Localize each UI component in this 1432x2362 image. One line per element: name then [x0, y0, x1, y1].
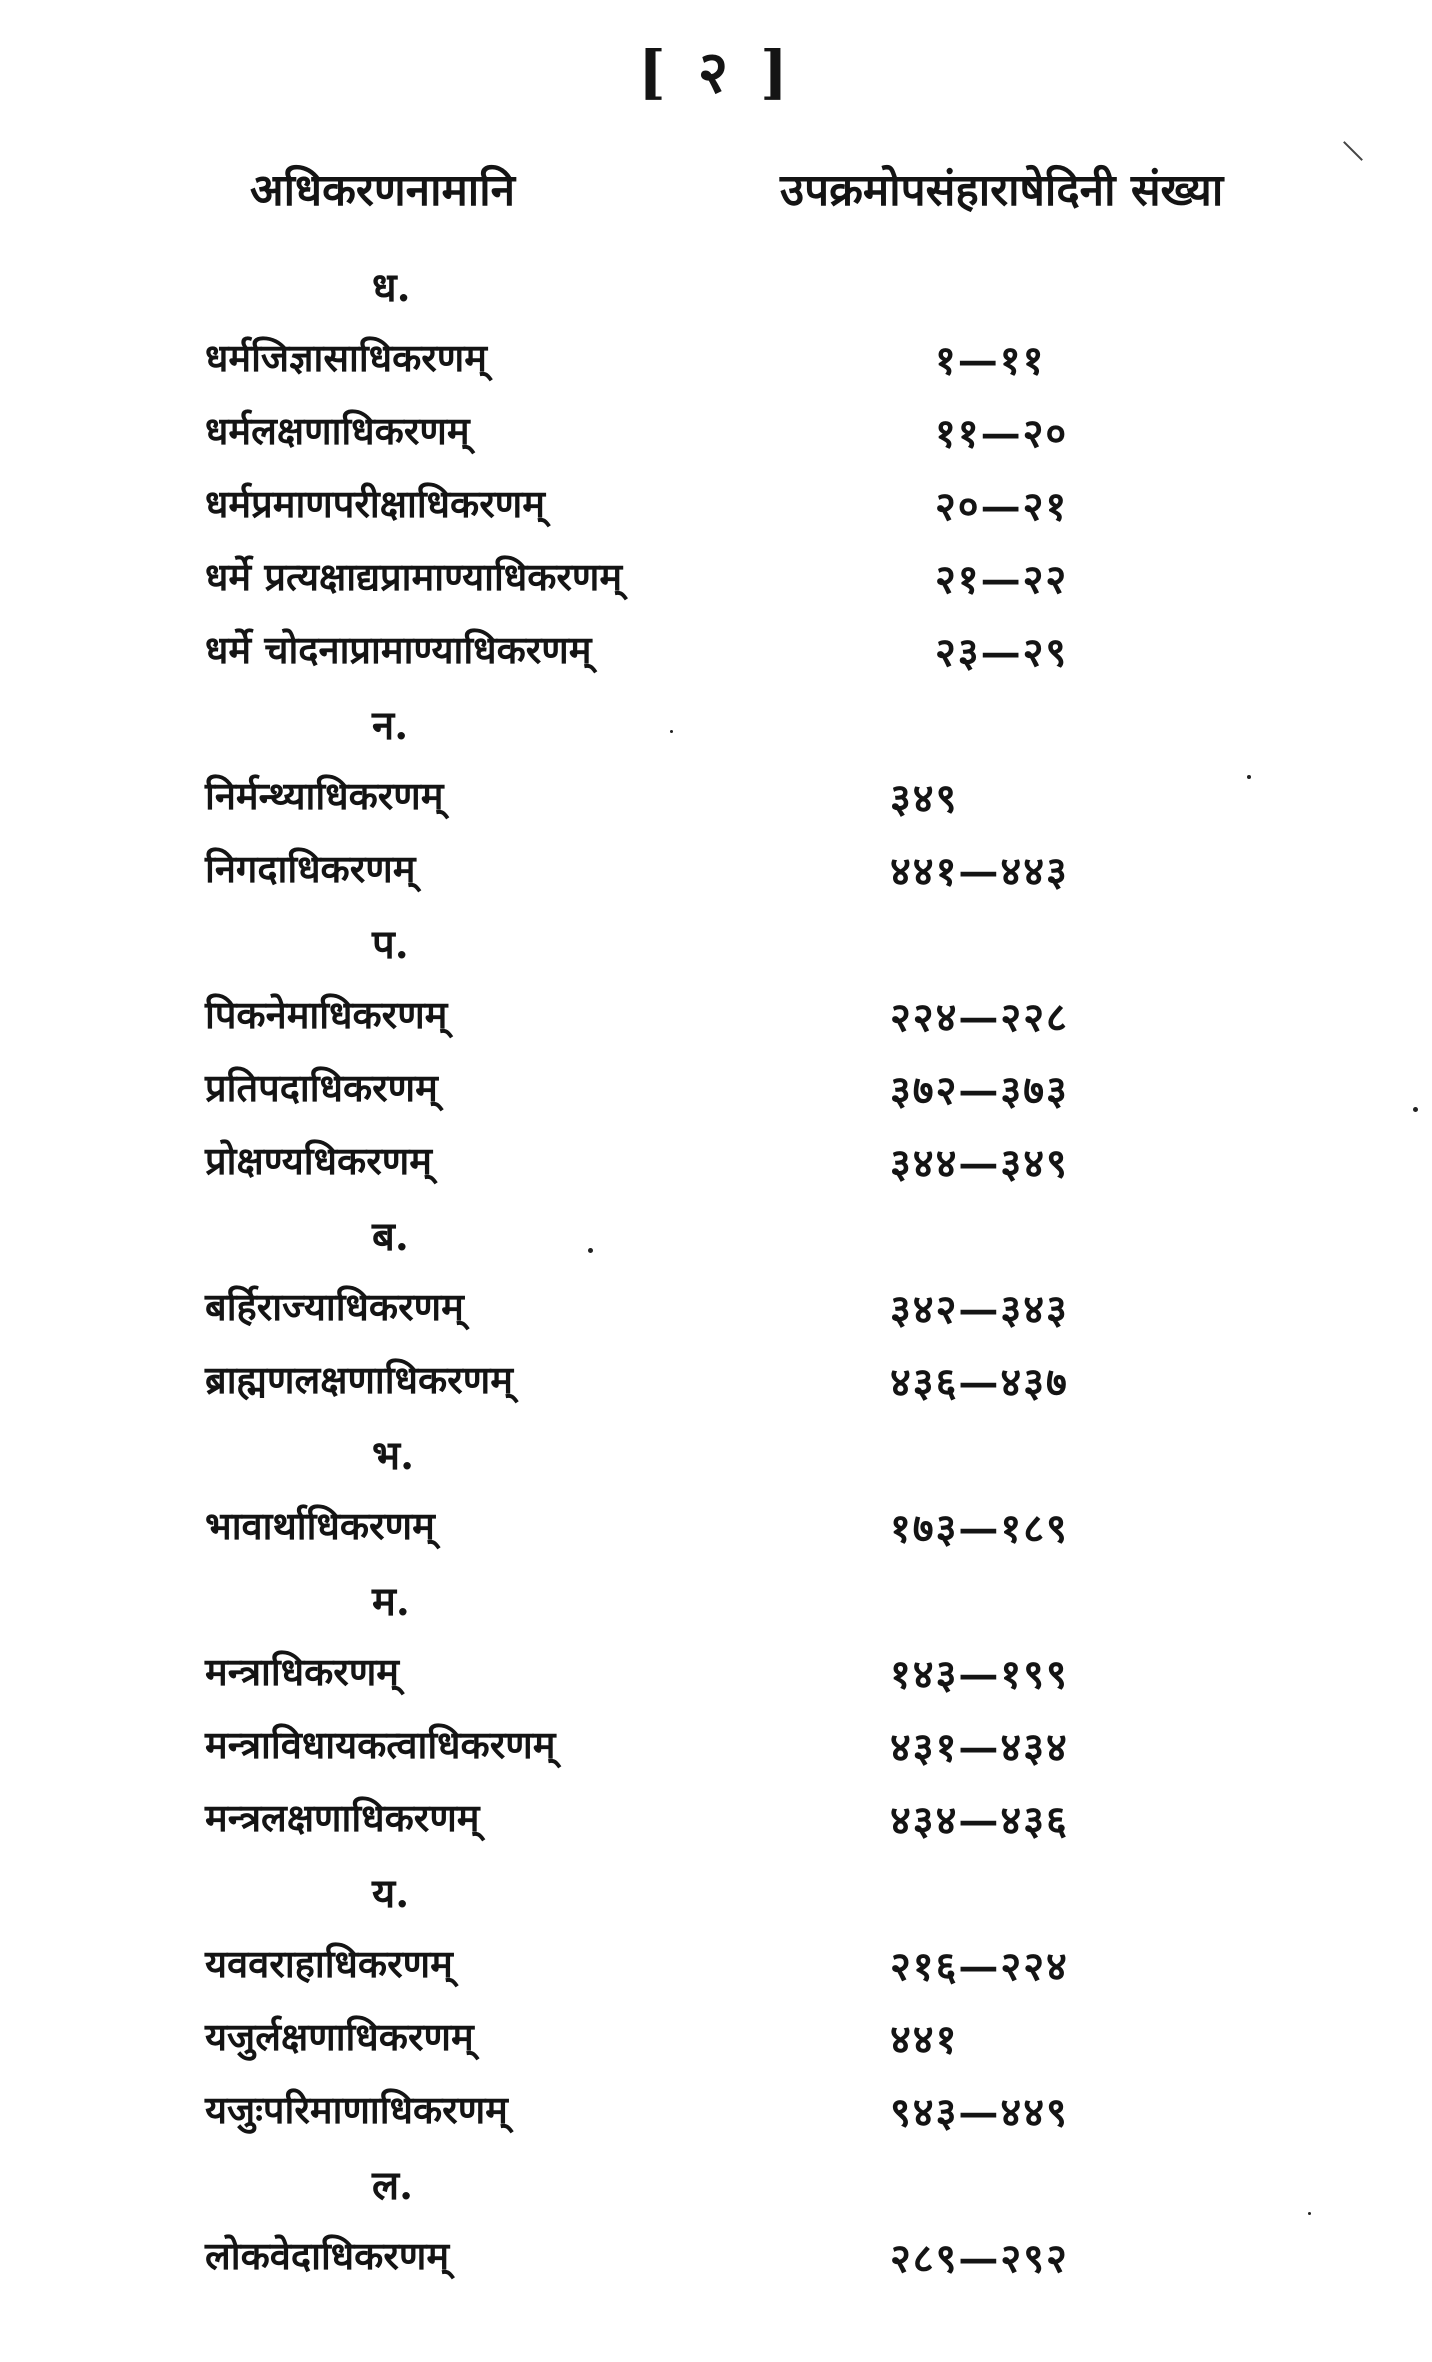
section-letter: य. [372, 1870, 410, 1917]
section-letter-row [0, 1564, 1432, 1637]
section-letter-row [0, 1199, 1432, 1272]
page-range: ४३१—४३४ [890, 1724, 1069, 1771]
scan-speck [1308, 2212, 1311, 2215]
index-entry [0, 469, 1432, 542]
page-range: २०—२१ [935, 483, 1069, 530]
scan-mark [1343, 141, 1363, 161]
scan-speck [1247, 775, 1251, 779]
adhikarana-name: प्रोक्षण्यधिकरणम् [205, 1138, 432, 1183]
section-letter-row [0, 907, 1432, 980]
adhikarana-name: निगदाधिकरणम् [205, 846, 416, 891]
page-range: २१—२२ [935, 556, 1069, 603]
adhikarana-name: धर्मजिज्ञासाधिकरणम् [205, 335, 487, 380]
section-letter: ब. [372, 1213, 409, 1260]
adhikarana-name: धर्मलक्षणाधिकरणम् [205, 408, 470, 453]
scan-speck [1413, 1107, 1418, 1112]
page-range: ४३६—४३७ [890, 1359, 1069, 1406]
adhikarana-name: धर्मे प्रत्यक्षाद्यप्रामाण्याधिकरणम् [205, 554, 623, 599]
section-letter-row [0, 1856, 1432, 1929]
page-range: २३—२९ [935, 629, 1069, 676]
index-entry [0, 761, 1432, 834]
section-letter-row [0, 2148, 1432, 2221]
adhikarana-name: लोकवेदाधिकरणम् [205, 2233, 450, 2278]
adhikarana-name: यववराहाधिकरणम् [205, 1941, 453, 1986]
page-range: १७३—१८९ [890, 1505, 1069, 1552]
index-entry [0, 1272, 1432, 1345]
column-header-names: अधिकरणनामानि [250, 165, 516, 216]
section-letter: ल. [372, 2162, 414, 2209]
section-letter: म. [372, 1578, 410, 1625]
page-range: ३४९ [890, 775, 959, 822]
scan-speck [670, 730, 673, 733]
index-entry [0, 1345, 1432, 1418]
page-range: ३४२—३४३ [890, 1286, 1069, 1333]
index-entry [0, 980, 1432, 1053]
page-number: [ २ ] [638, 38, 794, 106]
index-entry [0, 834, 1432, 907]
adhikarana-name: मन्त्राविधायकत्वाधिकरणम् [205, 1722, 556, 1767]
index-entry [0, 396, 1432, 469]
adhikarana-name: निर्मन्थ्याधिकरणम् [205, 773, 444, 818]
adhikarana-name: ब्राह्मणलक्षणाधिकरणम् [205, 1357, 513, 1402]
index-entry [0, 1053, 1432, 1126]
page-range: १—११ [935, 337, 1046, 384]
page-range: ३७२—३७३ [890, 1067, 1069, 1114]
index-entry [0, 1126, 1432, 1199]
section-letter: ध. [372, 264, 411, 311]
adhikarana-name: भावार्थाधिकरणम् [205, 1503, 435, 1548]
index-entry [0, 323, 1432, 396]
section-letter: प. [372, 921, 409, 968]
section-letter: भ. [372, 1432, 415, 1479]
index-list [0, 250, 1432, 2294]
index-entry [0, 615, 1432, 688]
page-range: ४४१—४४३ [890, 848, 1069, 895]
index-entry [0, 2221, 1432, 2294]
adhikarana-name: धर्मप्रमाणपरीक्षाधिकरणम् [205, 481, 545, 526]
adhikarana-name: यजुर्लक्षणाधिकरणम् [205, 2014, 474, 2059]
index-entry [0, 1783, 1432, 1856]
page-range: ९४३—४४९ [890, 2089, 1069, 2136]
page-range: ४३४—४३६ [890, 1797, 1069, 1844]
adhikarana-name: बर्हिराज्याधिकरणम् [205, 1284, 464, 1329]
adhikarana-name: प्रतिपदाधिकरणम् [205, 1065, 438, 1110]
adhikarana-name: मन्त्राधिकरणम् [205, 1649, 400, 1694]
index-entry [0, 1491, 1432, 1564]
index-entry [0, 2002, 1432, 2075]
column-header-ranges: उपक्रमोपसंहाराषेदिनी संख्या [780, 165, 1224, 216]
index-entry [0, 1710, 1432, 1783]
page-range: ३४४—३४९ [890, 1140, 1069, 1187]
page-range: ११—२० [935, 410, 1069, 457]
adhikarana-name: धर्मे चोदनाप्रामाण्याधिकरणम् [205, 627, 592, 672]
section-letter-row [0, 1418, 1432, 1491]
page-range: २८९—२९२ [890, 2235, 1069, 2282]
scan-speck [588, 1248, 593, 1253]
page-range: २२४—२२८ [890, 994, 1069, 1041]
page-range: ४४१ [890, 2016, 959, 2063]
adhikarana-name: यजुःपरिमाणाधिकरणम् [205, 2087, 508, 2132]
index-entry [0, 2075, 1432, 2148]
section-letter-row [0, 688, 1432, 761]
page-range: २१६—२२४ [890, 1943, 1069, 1990]
section-letter-row [0, 250, 1432, 323]
adhikarana-name: पिकनेमाधिकरणम् [205, 992, 448, 1037]
section-letter: न. [372, 702, 409, 749]
adhikarana-name: मन्त्रलक्षणाधिकरणम् [205, 1795, 480, 1840]
index-entry [0, 1637, 1432, 1710]
index-entry [0, 542, 1432, 615]
index-entry [0, 1929, 1432, 2002]
page-range: १४३—१९९ [890, 1651, 1069, 1698]
